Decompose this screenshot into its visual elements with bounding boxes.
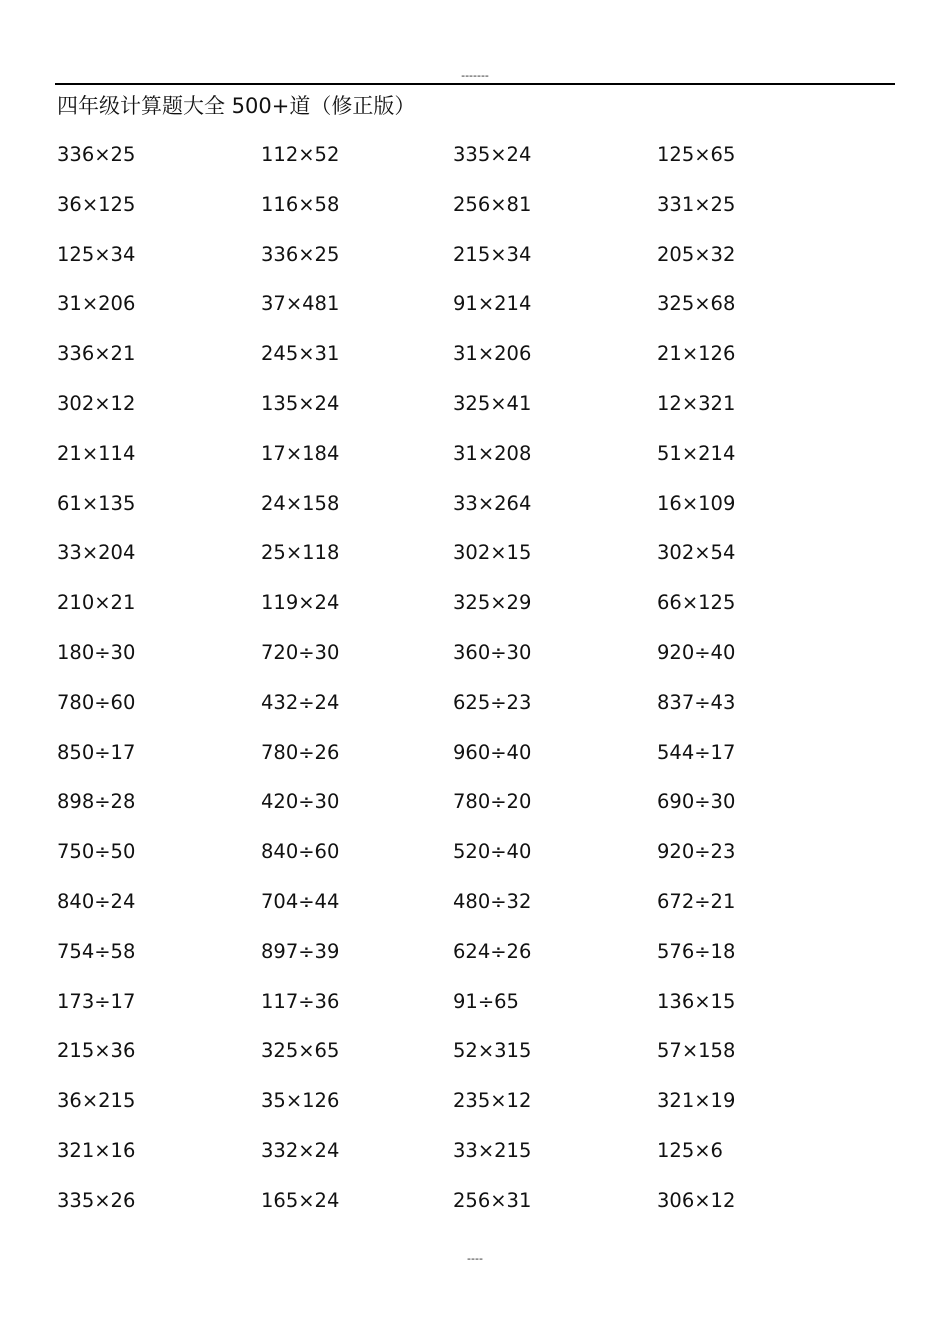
problem-cell: 920÷40	[657, 640, 736, 664]
problem-row	[57, 181, 857, 231]
problem-cell: 91×214	[453, 292, 532, 316]
problem-cell: 336×25	[57, 143, 136, 166]
problem-cell: 420÷30	[261, 790, 340, 814]
problem-cell: 125×65	[657, 143, 736, 166]
problem-cell: 898÷28	[57, 790, 136, 814]
problem-row	[57, 1027, 857, 1077]
problem-row	[57, 1127, 857, 1177]
problem-cell: 840÷60	[261, 840, 340, 864]
problem-cell: 325×65	[261, 1039, 340, 1063]
problem-cell: 17×184	[261, 441, 340, 465]
problem-cell: 336×25	[261, 242, 340, 266]
problem-cell: 920÷23	[657, 840, 736, 864]
problem-cell: 432÷24	[261, 690, 340, 714]
problem-cell: 125×34	[57, 242, 136, 266]
problem-row	[57, 928, 857, 978]
problem-cell: 336×21	[57, 342, 136, 366]
problem-cell: 136×15	[657, 989, 736, 1013]
problem-cell: 576÷18	[657, 939, 736, 963]
problem-row	[57, 330, 857, 380]
problem-cell: 31×206	[453, 342, 532, 366]
problem-cell: 245×31	[261, 342, 340, 366]
problem-cell: 672÷21	[657, 889, 736, 913]
problem-cell: 625÷23	[453, 690, 532, 714]
problem-cell: 306×12	[657, 1188, 736, 1212]
problem-cell: 256×31	[453, 1188, 532, 1212]
problem-cell: 235×12	[453, 1089, 532, 1113]
problem-cell: 332×24	[261, 1138, 340, 1162]
problem-cell: 33×264	[453, 491, 532, 515]
problem-cell: 112×52	[261, 143, 340, 166]
problem-row	[57, 480, 857, 530]
problem-cell: 117÷36	[261, 989, 340, 1013]
problem-cell: 256×81	[453, 192, 532, 216]
problem-cell: 302×54	[657, 541, 736, 565]
problem-cell: 36×215	[57, 1089, 136, 1113]
problem-cell: 754÷58	[57, 939, 136, 963]
problem-cell: 51×214	[657, 441, 736, 465]
problem-row	[57, 679, 857, 729]
problem-cell: 37×481	[261, 292, 340, 316]
problem-row	[57, 1077, 857, 1127]
problem-cell: 325×29	[453, 591, 532, 615]
problem-cell: 704÷44	[261, 889, 340, 913]
problem-cell: 180÷30	[57, 640, 136, 664]
problem-cell: 116×58	[261, 192, 340, 216]
problem-row	[57, 231, 857, 281]
problem-row	[57, 828, 857, 878]
problem-grid	[57, 131, 857, 1227]
problem-cell: 91÷65	[453, 989, 519, 1013]
problem-cell: 25×118	[261, 541, 340, 565]
problem-cell: 850÷17	[57, 740, 136, 764]
problem-cell: 325×41	[453, 391, 532, 415]
problem-row	[57, 579, 857, 629]
footer-mark: ----	[467, 1252, 483, 1265]
problem-cell: 780÷26	[261, 740, 340, 764]
problem-cell: 720÷30	[261, 640, 340, 664]
problem-cell: 321×19	[657, 1089, 736, 1113]
problem-cell: 360÷30	[453, 640, 532, 664]
problem-row	[57, 629, 857, 679]
problem-cell: 135×24	[261, 391, 340, 415]
problem-cell: 21×126	[657, 342, 736, 366]
problem-cell: 52×315	[453, 1039, 532, 1063]
header-mark: -------	[461, 69, 489, 82]
problem-cell: 331×25	[657, 192, 736, 216]
problem-row	[57, 280, 857, 330]
page-title: 四年级计算题大全 500+道（修正版）	[57, 94, 416, 118]
problem-row	[57, 529, 857, 579]
problem-cell: 125×6	[657, 1138, 723, 1162]
problem-row	[57, 878, 857, 928]
problem-cell: 960÷40	[453, 740, 532, 764]
problem-cell: 215×34	[453, 242, 532, 266]
problem-cell: 780÷60	[57, 690, 136, 714]
problem-cell: 173÷17	[57, 989, 136, 1013]
problem-cell: 33×204	[57, 541, 136, 565]
problem-cell: 840÷24	[57, 889, 136, 913]
problem-cell: 780÷20	[453, 790, 532, 814]
problem-cell: 35×126	[261, 1089, 340, 1113]
problem-cell: 302×12	[57, 391, 136, 415]
problem-cell: 750÷50	[57, 840, 136, 864]
problem-cell: 215×36	[57, 1039, 136, 1063]
problem-cell: 302×15	[453, 541, 532, 565]
problem-cell: 520÷40	[453, 840, 532, 864]
problem-cell: 837÷43	[657, 690, 736, 714]
problem-cell: 61×135	[57, 491, 136, 515]
problem-row	[57, 778, 857, 828]
problem-cell: 31×206	[57, 292, 136, 316]
problem-cell: 21×114	[57, 441, 136, 465]
problem-cell: 325×68	[657, 292, 736, 316]
problem-cell: 690÷30	[657, 790, 736, 814]
problem-cell: 165×24	[261, 1188, 340, 1212]
problem-cell: 205×32	[657, 242, 736, 266]
problem-cell: 12×321	[657, 391, 736, 415]
problem-cell: 210×21	[57, 591, 136, 615]
problem-row	[57, 131, 857, 181]
problem-row	[57, 978, 857, 1028]
problem-cell: 66×125	[657, 591, 736, 615]
problem-cell: 119×24	[261, 591, 340, 615]
problem-cell: 544÷17	[657, 740, 736, 764]
problem-cell: 335×26	[57, 1188, 136, 1212]
problem-row	[57, 380, 857, 430]
header-rule	[55, 83, 895, 85]
problem-cell: 57×158	[657, 1039, 736, 1063]
problem-cell: 624÷26	[453, 939, 532, 963]
problem-cell: 33×215	[453, 1138, 532, 1162]
problem-row	[57, 430, 857, 480]
problem-cell: 24×158	[261, 491, 340, 515]
problem-row	[57, 729, 857, 779]
problem-cell: 31×208	[453, 441, 532, 465]
problem-cell: 335×24	[453, 143, 532, 166]
problem-cell: 480÷32	[453, 889, 532, 913]
problem-cell: 36×125	[57, 192, 136, 216]
problem-cell: 16×109	[657, 491, 736, 515]
problem-row	[57, 1177, 857, 1227]
problem-cell: 897÷39	[261, 939, 340, 963]
problem-cell: 321×16	[57, 1138, 136, 1162]
